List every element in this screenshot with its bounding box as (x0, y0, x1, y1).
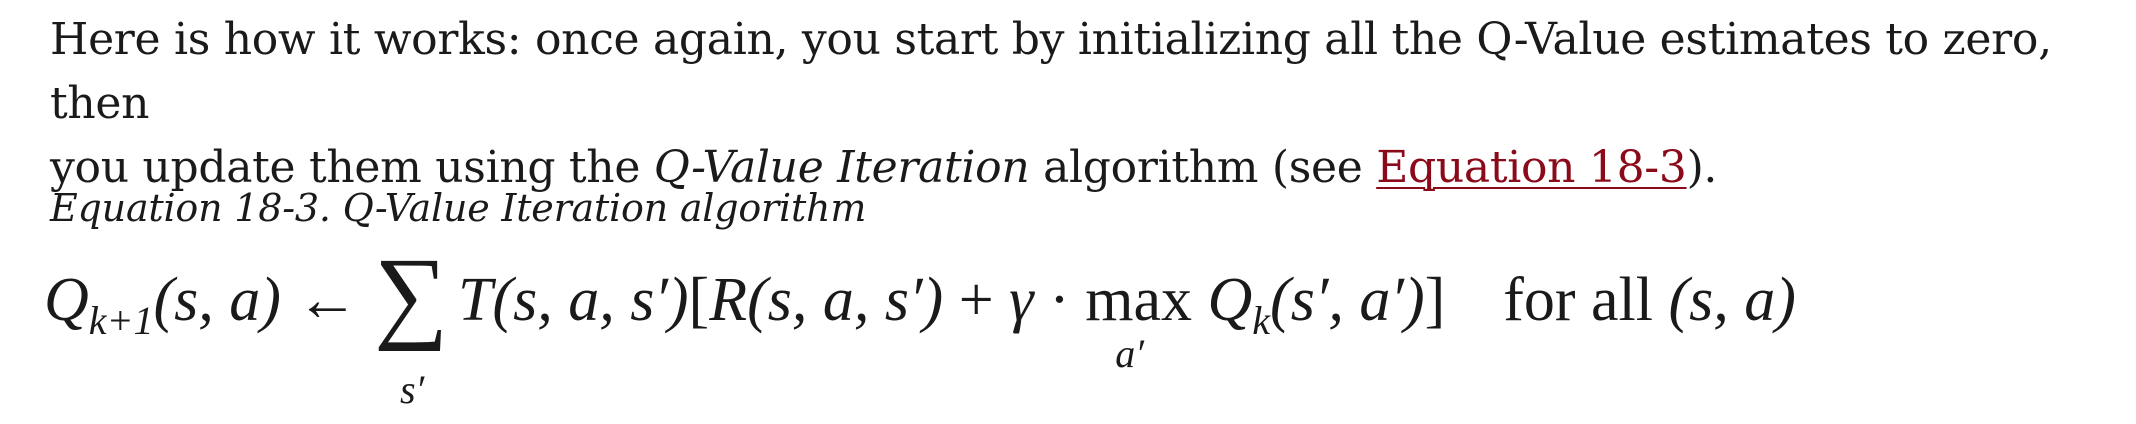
paragraph-text-before: you update them using the (50, 142, 654, 193)
emphasis-term: Q-Value Iteration (653, 142, 1030, 193)
sum-index: s′ (399, 367, 425, 412)
q-args: (s′, a′) (1270, 266, 1425, 334)
close-bracket: ] (1424, 266, 1446, 334)
q-symbol: Q (1207, 266, 1253, 334)
dot-operator: · (1033, 266, 1086, 334)
open-bracket: [ (688, 266, 710, 334)
for-all-text: for all (1503, 266, 1654, 334)
transition-term: T(s, a, s′) (457, 266, 689, 334)
lhs-args: (s, a) (153, 266, 281, 334)
equation (44, 237, 2124, 414)
equation-row (44, 237, 1796, 412)
for-all-args: (s, a) (1668, 266, 1796, 334)
update-arrow: ← (296, 266, 359, 334)
plus-sign: + (943, 266, 1010, 334)
paragraph-text-mid: algorithm (see (1029, 142, 1377, 193)
reward-term: R(s, a, s′) (709, 266, 944, 334)
paragraph-text-after: ). (1686, 142, 1718, 193)
max-index: a′ (1115, 331, 1144, 376)
paragraph-line-1: Here is how it works: once again, you start by initializing all the Q-Value estimates to zero, then (50, 14, 2052, 129)
q-subscript: k (1252, 298, 1271, 343)
max-operator (1085, 260, 1192, 376)
body-paragraph (50, 8, 2110, 200)
max-text: max (1085, 266, 1192, 334)
lhs-q-symbol: Q (44, 266, 89, 334)
lhs-subscript: k+1 (88, 298, 154, 343)
equation-link[interactable]: Equation 18-3 (1376, 142, 1687, 193)
sum-symbol: ∑ (373, 237, 449, 352)
equation-caption: Equation 18-3. Q-Value Iteration algorithm (50, 186, 867, 230)
summation (373, 237, 458, 412)
gamma-symbol: γ (1009, 266, 1034, 334)
